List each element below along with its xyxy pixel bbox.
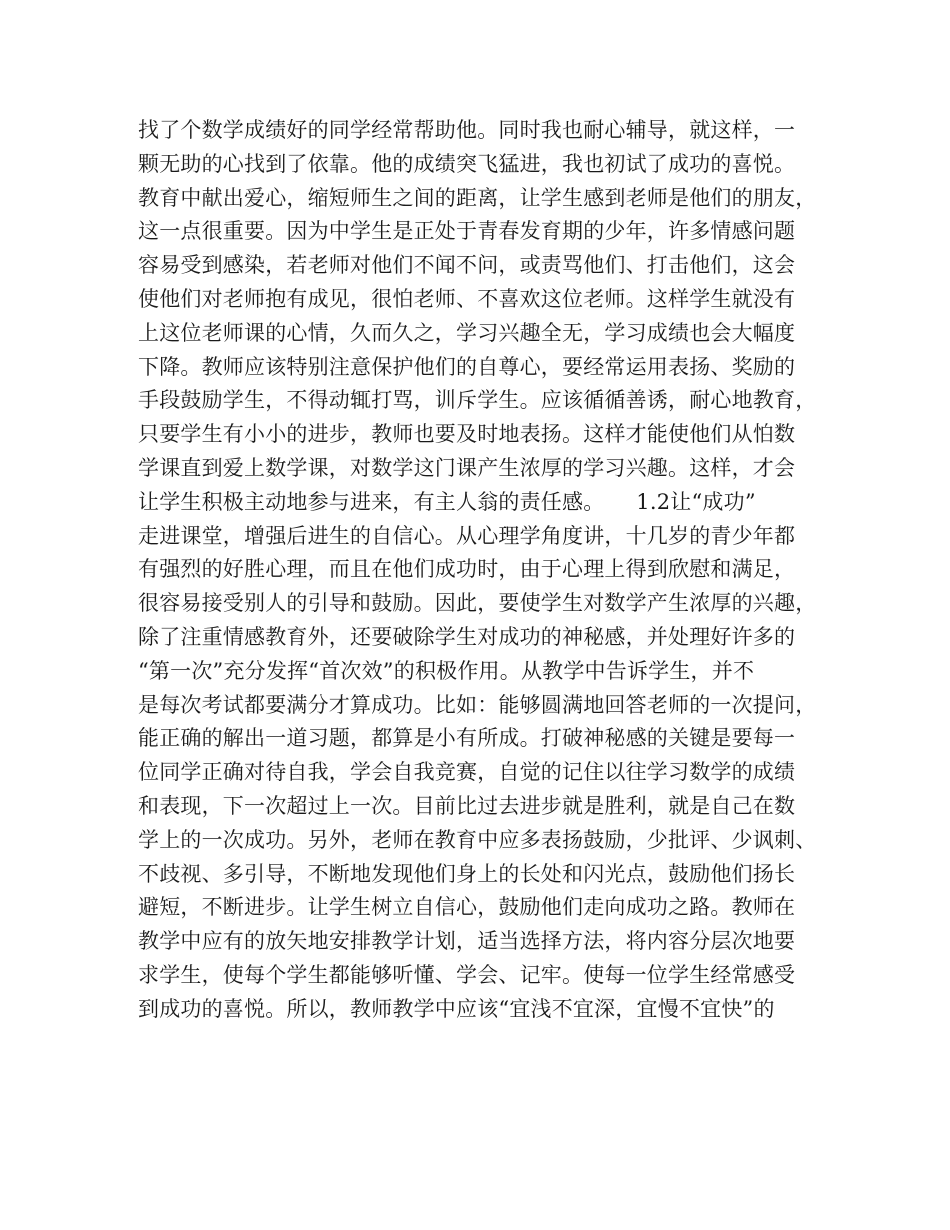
text-line: 让学生积极主动地参与进来，有主人翁的责任感。 1.2让“成功” — [138, 489, 756, 514]
text-line: 是每次考试都要满分才算成功。比如：能够圆满地回答老师的一次提问， — [138, 692, 817, 717]
text-line: 教学中应有的放矢地安排教学计划，适当选择方法，将内容分层次地要 — [138, 929, 796, 954]
text-line: 能正确的解出一道习题，都算是小有所成。打破神秘感的关键是要每一 — [138, 726, 796, 751]
text-line: “第一次”充分发挥“首次效”的积极作用。从教学中告诉学生，并不 — [138, 658, 755, 683]
text-line: 走进课堂，增强后进生的自信心。从心理学角度讲，十几岁的青少年都 — [138, 523, 796, 548]
text-line: 颗无助的心找到了依靠。他的成绩突飞猛进，我也初试了成功的喜悦。 — [138, 151, 796, 176]
text-line: 不歧视、多引导，不断地发现他们身上的长处和闪光点，鼓励他们扬长 — [138, 861, 796, 886]
text-line: 避短，不断进步。让学生树立自信心，鼓励他们走向成功之路。教师在 — [138, 895, 796, 920]
text-line: 只要学生有小小的进步，教师也要及时地表扬。这样才能使他们从怕数 — [138, 422, 796, 447]
text-line: 使他们对老师抱有成见，很怕老师、不喜欢这位老师。这样学生就没有 — [138, 286, 796, 311]
text-line: 教育中献出爱心，缩短师生之间的距离，让学生感到老师是他们的朋友， — [138, 185, 817, 210]
text-line: 到成功的喜悦。所以，教师教学中应该“宜浅不宜深，宜慢不宜快”的 — [138, 996, 775, 1021]
text-line: 除了注重情感教育外，还要破除学生对成功的神秘感，并处理好许多的 — [138, 624, 796, 649]
text-line: 下降。教师应该特别注意保护他们的自尊心，要经常运用表扬、奖励的 — [138, 354, 796, 379]
text-line: 找了个数学成绩好的同学经常帮助他。同时我也耐心辅导，就这样，一 — [138, 118, 796, 142]
text-line: 很容易接受别人的引导和鼓励。因此，要使学生对数学产生浓厚的兴趣， — [138, 591, 817, 616]
text-line: 容易受到感染，若老师对他们不闻不问，或责骂他们、打击他们，这会 — [138, 253, 796, 278]
text-line: 这一点很重要。因为中学生是正处于青春发育期的少年，许多情感问题 — [138, 219, 796, 244]
text-line: 位同学正确对待自我，学会自我竞赛，自觉的记住以往学习数学的成绩 — [138, 760, 796, 785]
body-text — [138, 114, 838, 1027]
text-line: 上这位老师课的心情，久而久之，学习兴趣全无，学习成绩也会大幅度 — [138, 320, 796, 345]
text-line: 求学生，使每个学生都能够听懂、学会、记牢。使每一位学生经常感受 — [138, 962, 796, 987]
text-line: 和表现，下一次超过上一次。目前比过去进步就是胜利，就是自己在数 — [138, 793, 796, 818]
text-line: 手段鼓励学生，不得动辄打骂，训斥学生。应该循循善诱，耐心地教育， — [138, 388, 817, 413]
text-line: 有强烈的好胜心理，而且在他们成功时，由于心理上得到欣慰和满足， — [138, 557, 796, 582]
text-line: 学上的一次成功。另外，老师在教育中应多表扬鼓励，少批评、少讽刺、 — [138, 827, 817, 852]
text-line: 学课直到爱上数学课，对数学这门课产生浓厚的学习兴趣。这样，才会 — [138, 455, 796, 480]
